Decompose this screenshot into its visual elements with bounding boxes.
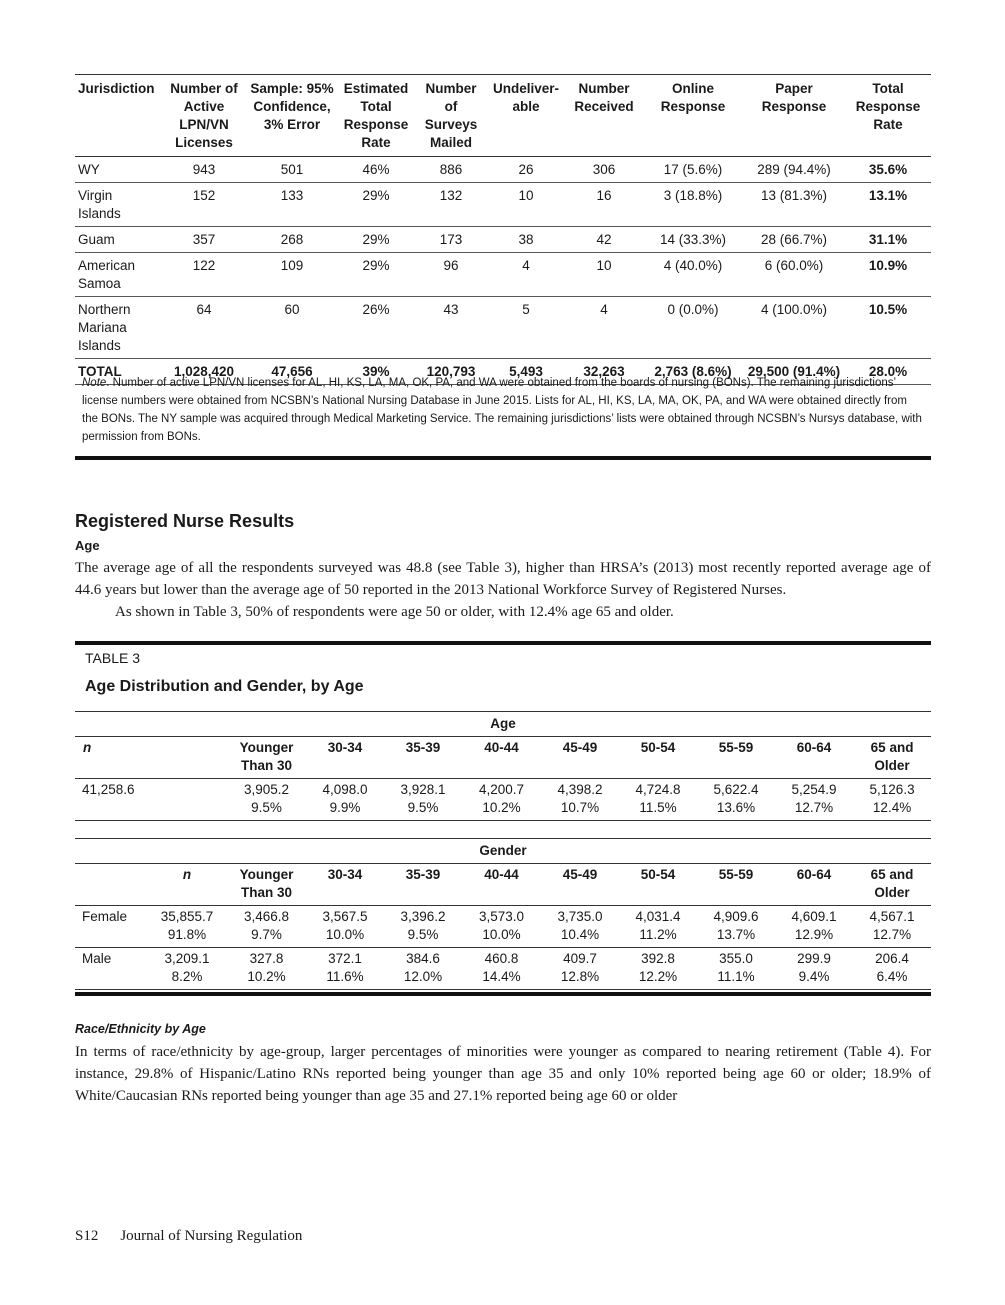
table-row (75, 947, 931, 989)
gender-value-cell: 392.8 12.2% (619, 947, 697, 989)
age-paragraph-1: The average age of all the respondents surveyed was 48.8 (see Table 3), higher than HRSA’s (2013) most recently reported average age of 44.6 years but lower than the average age of 50 reported in the 2013 National Workforce Survey of Registered Nurses. (75, 560, 931, 598)
gender-group-header-row (75, 839, 931, 864)
table-cell: 4 (565, 297, 643, 359)
table-cell: 64 (161, 297, 247, 359)
age-distribution-table (75, 711, 931, 821)
table-cell: 152 (161, 183, 247, 227)
gender-value-cell: 384.6 12.0% (384, 947, 462, 989)
gender-value-cell: 355.0 11.1% (697, 947, 775, 989)
gender-value-cell: 4,031.4 11.2% (619, 905, 697, 947)
table-row (75, 905, 931, 947)
total-cell: 1,028,420 (161, 359, 247, 385)
jurisdiction-response-table (75, 74, 931, 385)
table-cell: 26 (487, 157, 565, 183)
column-header: Estimated Total Response Rate (337, 75, 415, 157)
age-column-header: 30-34 (306, 736, 384, 778)
note-text: . Number of active LPN/VN licenses for AL, HI, KS, LA, MA, OK, PA, and WA were obtained from the boards of nursing (BONs). The remaining jurisdictions’ license numbers were obtained from NCSBN’s National Nursing Database in June 2015. Lists for AL, HI, KS, LA, MA, OK, PA, and WA were obtained directly from the BONs. The NY sample was acquired through Medical Marketing Service. The remaining jurisdictions’ lists were obtained through NCSBN’s Nursys database, with permission from BONs. (82, 377, 922, 443)
table-cell: 29% (337, 253, 415, 297)
table-cell: 4 (40.0%) (643, 253, 743, 297)
table-cell: 4 (487, 253, 565, 297)
table-cell: 6 (60.0%) (743, 253, 845, 297)
table-note (82, 374, 922, 446)
age-value-cell: 3,905.2 9.5% (227, 778, 306, 820)
age-column-header: 50-54 (619, 863, 697, 905)
table-cell: 42 (565, 227, 643, 253)
table-cell: 10.5% (845, 297, 931, 359)
total-cell: TOTAL (75, 359, 161, 385)
table-cell: 10.9% (845, 253, 931, 297)
gender-value-cell: 3,573.0 10.0% (462, 905, 541, 947)
column-header: Total Response Rate (845, 75, 931, 157)
table-cell: 31.1% (845, 227, 931, 253)
table-cell: 13.1% (845, 183, 931, 227)
table-cell: 5 (487, 297, 565, 359)
column-header: Jurisdiction (75, 75, 161, 157)
age-column-header: 65 and Older (853, 736, 931, 778)
table-cell: 289 (94.4%) (743, 157, 845, 183)
section-heading: Registered Nurse Results (75, 511, 295, 531)
age-paragraph-2: As shown in Table 3, 50% of respondents were age 50 or older, with 12.4% age 65 and older. (115, 604, 674, 620)
age-column-header: 60-64 (775, 736, 853, 778)
note-label: Note (82, 377, 107, 389)
table-header-row (75, 75, 931, 157)
table-cell: 109 (247, 253, 337, 297)
age-value-cell: 4,724.8 11.5% (619, 778, 697, 820)
n-label: n (75, 736, 227, 778)
table3-top-rule (75, 641, 931, 645)
n-label: n (147, 863, 227, 905)
table-cell: 132 (415, 183, 487, 227)
table-cell: 886 (415, 157, 487, 183)
gender-value-cell: 409.7 12.8% (541, 947, 619, 989)
jurisdiction-cell: WY (75, 157, 161, 183)
table3-title: Age Distribution and Gender, by Age (85, 678, 364, 695)
age-column-header: 60-64 (775, 863, 853, 905)
table-cell: 268 (247, 227, 337, 253)
table-row (75, 297, 931, 359)
table-row (75, 778, 931, 820)
table-cell: 14 (33.3%) (643, 227, 743, 253)
table-cell: 16 (565, 183, 643, 227)
age-column-header: 55-59 (697, 736, 775, 778)
table-cell: 38 (487, 227, 565, 253)
table3-bottom-rule (75, 992, 931, 996)
table-cell: 10 (487, 183, 565, 227)
age-value-cell: 5,126.3 12.4% (853, 778, 931, 820)
table-row (75, 253, 931, 297)
age-column-header: 40-44 (462, 736, 541, 778)
age-column-header-row (75, 736, 931, 778)
table-cell: 26% (337, 297, 415, 359)
total-cell: 47,656 (247, 359, 337, 385)
age-value-cell: 5,622.4 13.6% (697, 778, 775, 820)
age-column-header: Younger Than 30 (227, 736, 306, 778)
table-cell: 501 (247, 157, 337, 183)
age-column-header: 40-44 (462, 863, 541, 905)
table-cell: 133 (247, 183, 337, 227)
table-cell: 943 (161, 157, 247, 183)
column-header: Number Received (565, 75, 643, 157)
table-cell: 173 (415, 227, 487, 253)
table-cell: 29% (337, 183, 415, 227)
column-header: Sample: 95% Confidence, 3% Error (247, 75, 337, 157)
table-cell: 357 (161, 227, 247, 253)
table-bottom-rule (75, 456, 931, 460)
table-cell: 29% (337, 227, 415, 253)
age-column-header: 45-49 (541, 863, 619, 905)
table-cell: 17 (5.6%) (643, 157, 743, 183)
age-value-cell: 4,098.0 9.9% (306, 778, 384, 820)
table-row (75, 227, 931, 253)
age-column-header: 50-54 (619, 736, 697, 778)
age-subheading: Age (75, 538, 100, 553)
age-column-header: 65 and Older (853, 863, 931, 905)
total-cell: 5,493 (487, 359, 565, 385)
age-paragraph (75, 557, 931, 623)
age-column-header: 55-59 (697, 863, 775, 905)
column-header: Paper Response (743, 75, 845, 157)
total-cell: 39% (337, 359, 415, 385)
gender-value-cell: 3,735.0 10.4% (541, 905, 619, 947)
gender-value-cell: 299.9 9.4% (775, 947, 853, 989)
race-paragraph: In terms of race/ethnicity by age-group, larger percentages of minorities were younger as compared to nearing retirement (Table 4). For instance, 29.8% of Hispanic/Latino RNs reported being younger than age 35 and only 10% reported being age 60 or older; 18.9% of White/Caucasian RNs reported being younger than age 35 and 27.1% reported being age 60 or older (75, 1044, 931, 1104)
gender-value-cell: 4,909.6 13.7% (697, 905, 775, 947)
column-header: Undeliver- able (487, 75, 565, 157)
jurisdiction-cell: Northern Mariana Islands (75, 297, 161, 359)
age-value-cell: 5,254.9 12.7% (775, 778, 853, 820)
table-cell: 4 (100.0%) (743, 297, 845, 359)
gender-n-cell: 3,209.1 8.2% (147, 947, 227, 989)
gender-value-cell: 4,609.1 12.9% (775, 905, 853, 947)
total-cell: 2,763 (8.6%) (643, 359, 743, 385)
gender-value-cell: 460.8 14.4% (462, 947, 541, 989)
gender-value-cell: 4,567.1 12.7% (853, 905, 931, 947)
total-cell: 28.0% (845, 359, 931, 385)
age-column-header: 45-49 (541, 736, 619, 778)
table-row (75, 183, 931, 227)
age-column-header: 35-39 (384, 863, 462, 905)
age-group-header: Age (75, 712, 931, 737)
gender-label-cell: Male (75, 947, 147, 989)
gender-value-cell: 3,396.2 9.5% (384, 905, 462, 947)
gender-value-cell: 3,466.8 9.7% (227, 905, 306, 947)
table-cell: 0 (0.0%) (643, 297, 743, 359)
gender-value-cell: 372.1 11.6% (306, 947, 384, 989)
age-value-cell: 3,928.1 9.5% (384, 778, 462, 820)
total-cell: 120,793 (415, 359, 487, 385)
gender-value-cell: 3,567.5 10.0% (306, 905, 384, 947)
table-cell: 10 (565, 253, 643, 297)
table-cell: 46% (337, 157, 415, 183)
table-cell: 35.6% (845, 157, 931, 183)
age-column-header: 35-39 (384, 736, 462, 778)
gender-group-header: Gender (75, 839, 931, 864)
race-subheading: Race/Ethnicity by Age (75, 1022, 206, 1036)
total-cell: 32,263 (565, 359, 643, 385)
age-group-header-row (75, 712, 931, 737)
page-number: S12 (75, 1228, 99, 1244)
table-row (75, 157, 931, 183)
table-cell: 3 (18.8%) (643, 183, 743, 227)
table3-label: TABLE 3 (85, 650, 140, 666)
gender-distribution-table (75, 838, 931, 990)
gender-value-cell: 327.8 10.2% (227, 947, 306, 989)
page-footer (75, 1228, 302, 1245)
age-column-header: 30-34 (306, 863, 384, 905)
column-header: Number of Surveys Mailed (415, 75, 487, 157)
table-cell: 306 (565, 157, 643, 183)
gender-n-cell: 35,855.7 91.8% (147, 905, 227, 947)
age-value-cell: 4,200.7 10.2% (462, 778, 541, 820)
table-cell: 43 (415, 297, 487, 359)
empty-header-cell (75, 863, 147, 905)
column-header: Number of Active LPN/VN Licenses (161, 75, 247, 157)
total-cell: 29,500 (91.4%) (743, 359, 845, 385)
age-n-cell: 41,258.6 (75, 778, 227, 820)
table-cell: 60 (247, 297, 337, 359)
age-column-header: Younger Than 30 (227, 863, 306, 905)
jurisdiction-cell: Virgin Islands (75, 183, 161, 227)
journal-name: Journal of Nursing Regulation (120, 1228, 303, 1244)
jurisdiction-cell: American Samoa (75, 253, 161, 297)
table-cell: 13 (81.3%) (743, 183, 845, 227)
table-cell: 28 (66.7%) (743, 227, 845, 253)
jurisdiction-cell: Guam (75, 227, 161, 253)
table-cell: 96 (415, 253, 487, 297)
gender-value-cell: 206.4 6.4% (853, 947, 931, 989)
table-cell: 122 (161, 253, 247, 297)
gender-column-header-row (75, 863, 931, 905)
column-header: Online Response (643, 75, 743, 157)
gender-label-cell: Female (75, 905, 147, 947)
age-value-cell: 4,398.2 10.7% (541, 778, 619, 820)
